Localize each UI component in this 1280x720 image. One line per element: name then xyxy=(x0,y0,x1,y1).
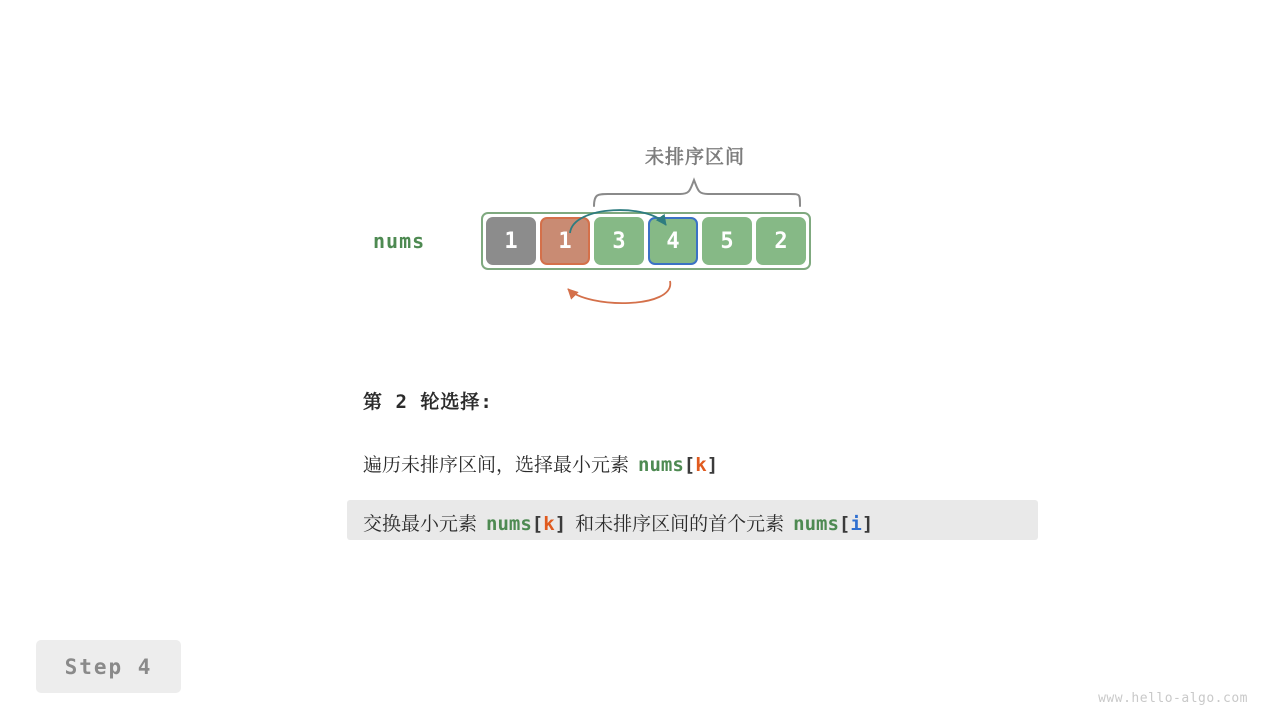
array-cell-2: 3 xyxy=(594,217,644,265)
nums-array-label: nums xyxy=(373,229,426,253)
array-cell-1: 1 xyxy=(540,217,590,265)
line2-code-nums-1: nums xyxy=(486,513,532,535)
line2-code-nums-2: nums xyxy=(793,513,839,535)
unsorted-range-brace xyxy=(580,172,820,212)
line2-bracket-open-2: [ xyxy=(838,513,851,535)
instruction-line-1 xyxy=(363,450,718,477)
line2-bracket-close-2: ] xyxy=(861,513,874,535)
line2-prefix: 交换最小元素 xyxy=(363,514,478,535)
array-container xyxy=(481,212,811,270)
line2-var-k: k xyxy=(543,513,555,535)
line2-bracket-close-1: ] xyxy=(554,513,567,535)
round-title: 第 2 轮选择: xyxy=(363,391,493,413)
watermark: www.hello-algo.com xyxy=(1098,691,1248,706)
instruction-line-2 xyxy=(363,509,873,536)
array-cell-5: 2 xyxy=(756,217,806,265)
step-badge: Step 4 xyxy=(36,640,181,693)
array-cell-4: 5 xyxy=(702,217,752,265)
line2-var-i: i xyxy=(850,513,862,535)
line1-var-k: k xyxy=(695,454,707,476)
orange-arrow xyxy=(568,281,670,303)
line1-bracket-close: ] xyxy=(706,454,719,476)
line2-middle: 和未排序区间的首个元素 xyxy=(575,514,785,535)
unsorted-range-label: 未排序区间 xyxy=(644,147,745,168)
line1-prefix: 遍历未排序区间，选择最小元素 xyxy=(363,455,630,476)
line1-code-nums: nums xyxy=(638,454,684,476)
line2-bracket-open-1: [ xyxy=(531,513,544,535)
array-cell-3: 4 xyxy=(648,217,698,265)
line1-bracket-open: [ xyxy=(683,454,696,476)
array-cell-0: 1 xyxy=(486,217,536,265)
